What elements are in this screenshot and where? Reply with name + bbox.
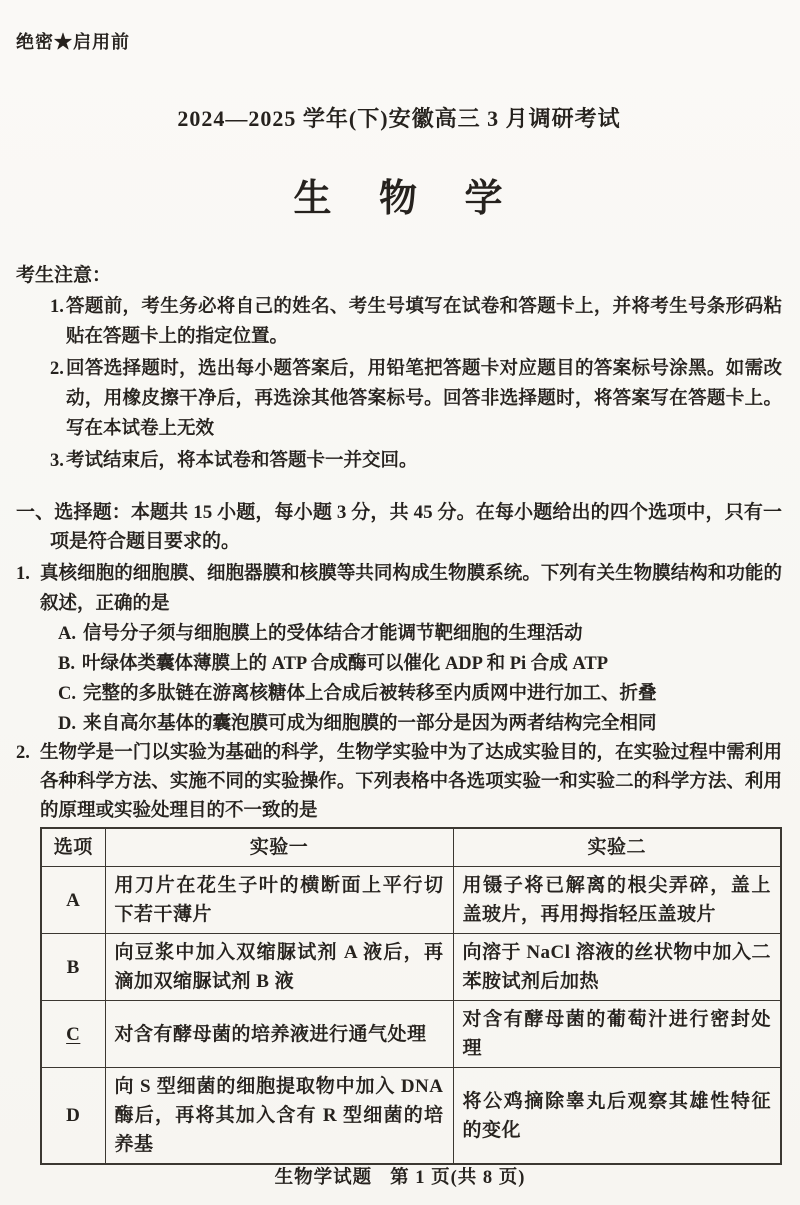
option-label: C.	[58, 684, 76, 704]
notice-item	[16, 354, 782, 444]
option-text: 完整的多肽链在游离核糖体上合成后被转移至内质网中进行加工、折叠	[83, 684, 657, 704]
cell-exp1: 用刀片在花生子叶的横断面上平行切下若干薄片	[105, 867, 453, 934]
cell-exp2: 向溶于 NaCl 溶液的丝状物中加入二苯胺试剂后加热	[453, 934, 781, 1001]
option-label: A.	[58, 624, 76, 644]
footer-doc-title: 生物学试题	[274, 1168, 373, 1188]
notice-item-number: 2.	[50, 359, 64, 379]
table-row-c	[41, 1001, 781, 1068]
experiment-table	[40, 827, 782, 1165]
cell-exp1: 向 S 型细菌的细胞提取物中加入 DNA 酶后，再将其加入含有 R 型细菌的培养基	[105, 1068, 453, 1165]
cell-option: D	[41, 1068, 105, 1165]
option-row-c	[58, 679, 782, 709]
question-stem: 真核细胞的细胞膜、细胞器膜和核膜等共同构成生物膜系统。下列有关生物膜结构和功能的叙述，正确的是	[40, 564, 782, 614]
question-stem: 生物学是一门以实验为基础的科学，生物学实验中为了达成实验目的，在实验过程中需利用各种科学方法、实施不同的实验操作。下列表格中各选项实验一和实验二的科学方法、利用的原理或实验处理目的不一致的是	[40, 743, 782, 821]
table-row-b	[41, 934, 781, 1001]
header-cell-option: 选项	[41, 828, 105, 867]
table-row-d	[41, 1068, 781, 1165]
option-row-b	[58, 649, 782, 679]
option-row-a	[58, 619, 782, 649]
cell-option: C	[41, 1001, 105, 1068]
notice-item-number: 3.	[50, 451, 64, 471]
notice-item	[16, 292, 782, 352]
cell-option: A	[41, 867, 105, 934]
option-label: B.	[58, 654, 75, 674]
section-heading: 一、选择题：本题共 15 小题，每小题 3 分，共 45 分。在每小题给出的四个选项中，只有一项是符合题目要求的。	[16, 502, 782, 552]
question-1	[16, 559, 782, 619]
notice-heading: 考生注意：	[16, 265, 112, 286]
table-header-row	[41, 828, 781, 867]
header-cell-exp2: 实验二	[453, 828, 781, 867]
cell-exp2: 对含有酵母菌的葡萄汁进行密封处理	[453, 1001, 781, 1068]
exam-session-title: 2024—2025 学年(下)安徽高三 3 月调研考试	[177, 106, 621, 131]
option-text: 叶绿体类囊体薄膜上的 ATP 合成酶可以催化 ADP 和 Pi 合成 ATP	[81, 654, 609, 674]
notice-item-text: 回答选择题时，选出每小题答案后，用铅笔把答题卡对应题目的答案标号涂黑。如需改动，用橡皮擦干净后，再选涂其他答案标号。回答非选择题时，将答案写在答题卡上。写在本试卷上无效	[66, 359, 782, 439]
question-number: 1.	[16, 564, 30, 584]
subject-title: 生 物 学	[293, 178, 505, 220]
security-notice: 绝密★启用前	[16, 32, 130, 52]
notice-item	[16, 446, 782, 476]
cell-exp1: 向豆浆中加入双缩脲试剂 A 液后，再滴加双缩脲试剂 B 液	[105, 934, 453, 1001]
question-2	[16, 739, 782, 826]
option-text: 信号分子须与细胞膜上的受体结合才能调节靶细胞的生理活动	[83, 624, 583, 644]
notice-item-text: 考试结束后，将本试卷和答题卡一并交回。	[66, 451, 418, 471]
option-label: D.	[58, 714, 76, 734]
page-footer	[0, 1163, 800, 1189]
header-cell-exp1: 实验一	[105, 828, 453, 867]
notice-item-text: 答题前，考生务必将自己的姓名、考生号填写在试卷和答题卡上，并将考生号条形码粘贴在答题卡上的指定位置。	[66, 297, 782, 347]
option-text: 来自高尔基体的囊泡膜可成为细胞膜的一部分是因为两者结构完全相同	[83, 714, 657, 734]
notice-item-number: 1.	[50, 297, 64, 317]
cell-exp2: 用镊子将已解离的根尖弄碎，盖上盖玻片，再用拇指轻压盖玻片	[453, 867, 781, 934]
option-row-d	[58, 709, 782, 739]
cell-option: B	[41, 934, 105, 1001]
table-row-a	[41, 867, 781, 934]
options-list	[58, 619, 782, 739]
question-number: 2.	[16, 743, 30, 763]
cell-exp1: 对含有酵母菌的培养液进行通气处理	[105, 1001, 453, 1068]
cell-exp2: 将公鸡摘除睾丸后观察其雄性特征的变化	[453, 1068, 781, 1165]
footer-page-number: 第 1 页(共 8 页)	[390, 1168, 526, 1188]
